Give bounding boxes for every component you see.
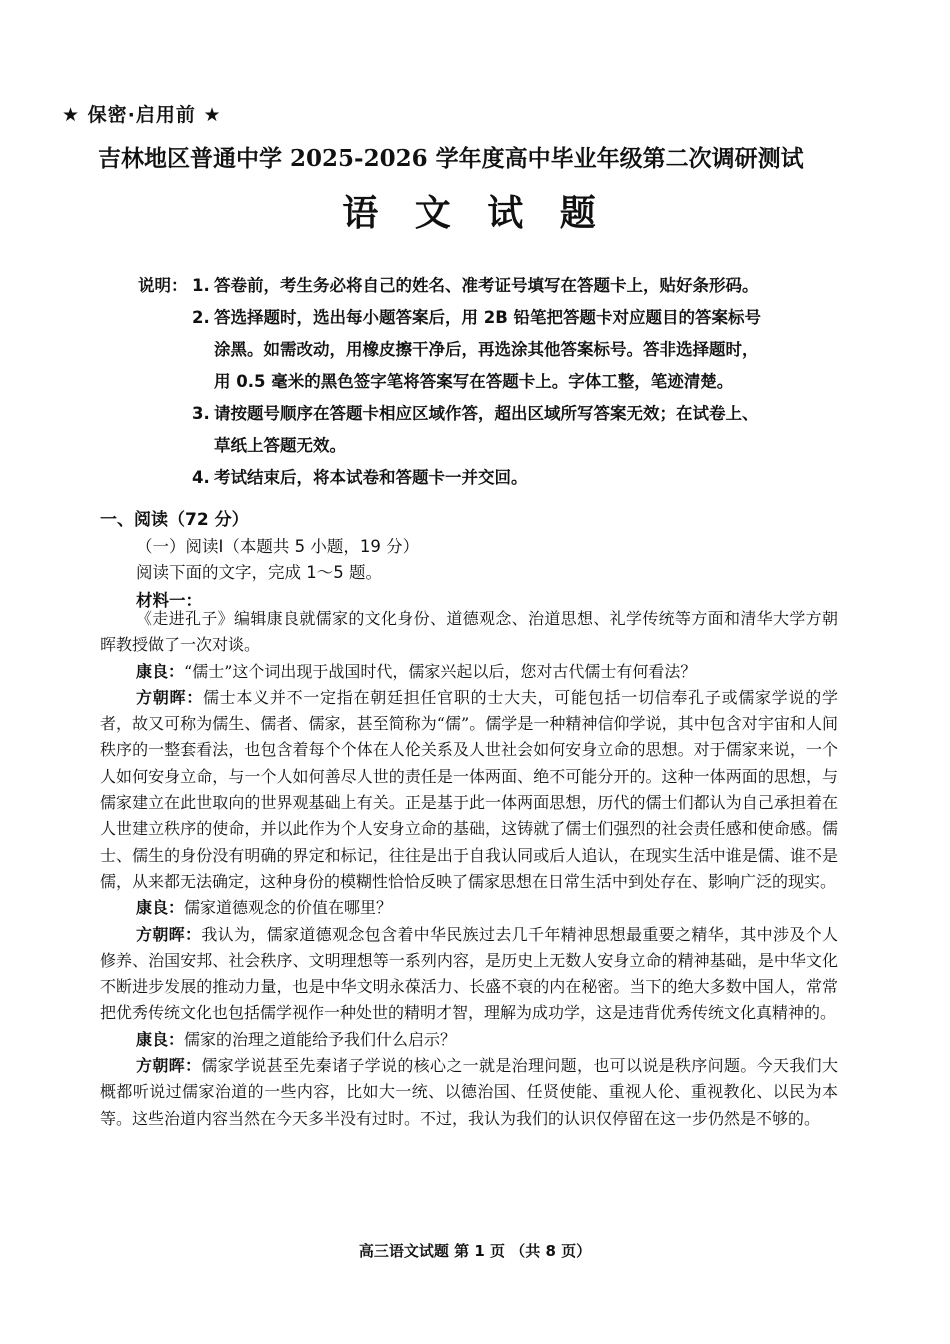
instruction-number: 2. [192,308,210,327]
dialogue-text: 儒家学说甚至先秦诸子学说的核心之一就是治理问题，也可以说是秩序问题。今天我们大概都听说过儒家治道的一些内容，比如大一统、以德治国、任贤使能、重视人伦、重视教化、以民为本等。这些治道内容当然在今天多半没有过时。不过，我认为我们的认识仅停留在这一步仍然是不够的。 [100,1056,838,1128]
instruction-text: 答卷前，考生务必将自己的姓名、准考证号填写在答题卡上，贴好条形码。 [214,276,759,295]
instruction-text-continued [138,366,858,398]
instruction-text: 答选择题时，选出每小题答案后，用 2B 铅笔把答题卡对应题目的答案标号 [214,308,762,327]
dialogue-turn [100,1053,838,1132]
dialogue-text: 我认为，儒家道德观念包含着中华民族过去几千年精神思想最重要之精华，其中涉及个人修养、治国安邦、社会秩序、文明理想等一系列内容，是历史上无数人安身立命的精神基础，是中华文化不断进步发展的推动力量，也是中华文明永葆活力、长盛不衰的内在秘密。当下的绝大多数中国人，常常把优秀传统文化也包括儒学视作一种处世的精明才智，理解为成功学，这是违背优秀传统文化真精神的。 [100,924,838,1023]
material-label: 材料一： [136,591,202,610]
dialogue-turn [100,895,838,921]
instructions-label: 说明： [138,276,188,295]
speaker-name: 方朝晖： [136,924,202,944]
section-title: 一、阅读（72 分） [100,510,249,530]
dialogue-text: “儒士”这个词出现于战国时代，儒家兴起以后，您对古代儒士有何看法？ [184,661,697,681]
instructions-block [138,270,858,494]
instruction-text: 涂黑。如需改动，用橡皮擦干净后，再选涂其他答案标号。答非选择题时， [214,340,759,359]
speaker-name: 康良： [136,898,185,918]
reading-instruction: 阅读下面的文字，完成 1～5 题。 [136,563,382,582]
speaker-name: 方朝晖： [136,687,203,707]
subsection-title: （一）阅读Ⅰ（本题共 5 小题，19 分） [136,537,420,556]
instruction-text: 请按题号顺序在答题卡相应区域作答，超出区域所写答案无效；在试卷上、 [214,404,759,423]
instruction-item-3 [138,398,858,430]
speaker-name: 康良： [136,1029,185,1049]
confidential-mark: ★ 保密·启用前 ★ [62,104,222,126]
reading-passage [100,606,838,1132]
instruction-number: 1. [192,276,210,295]
passage-intro: 《走进孔子》编辑康良就儒家的文化身份、道德观念、治道思想、礼学传统等方面和清华大学方朝晖教授做了一次对谈。 [100,609,838,655]
page-footer: 高三语文试题 第 1 页 （共 8 页） [358,1242,592,1260]
instruction-text: 草纸上答题无效。 [214,436,346,455]
dialogue-turn [100,1027,838,1053]
instruction-item-2 [138,302,858,334]
instruction-text: 考试结束后，将本试卷和答题卡一并交回。 [214,468,528,487]
exam-title: 吉林地区普通中学 2025-2026 学年度高中毕业年级第二次调研测试 [98,145,804,172]
dialogue-text: 儒家的治理之道能给予我们什么启示？ [184,1029,457,1049]
instruction-text-continued [138,430,858,462]
dialogue-text: 儒士本义并不一定指在朝廷担任官职的士大夫，可能包括一切信奉孔子或儒家学说的学者，故又可称为儒生、儒者、儒家，甚至简称为“儒”。儒学是一种精神信仰学说，其中包含对宇宙和人间秩序的一整套看法，也包含着每个个体在人伦关系及人世社会如何安身立命的思想。对于儒家来说，一个人如何安身立命，与一个人如何善尽人世的责任是一体两面、绝不可能分开的。这种一体两面的思想，与儒家建立在此世取向的世界观基础上有关。正是基于此一体两面思想，历代的儒士们都认为自己承担着在人世建立秩序的使命，并以此作为个人安身立命的基础，这铸就了儒士们强烈的社会责任感和使命感。儒士、儒生的身份没有明确的界定和标记，往往是出于自我认同或后人追认，在现实生活中谁是儒、谁不是儒，从来都无法确定，这种身份的模糊性恰恰反映了儒家思想在日常生活中到处存在、影响广泛的现实。 [100,687,838,891]
instruction-text-continued [138,334,858,366]
instruction-item-4 [138,462,858,494]
speaker-name: 方朝晖： [136,1056,202,1076]
instruction-item-1 [138,270,858,302]
dialogue-text: 儒家道德观念的价值在哪里？ [184,898,393,918]
dialogue-turn [100,659,838,685]
speaker-name: 康良： [136,661,185,681]
dialogue-turn [100,685,838,895]
instruction-number: 3. [192,404,210,423]
instruction-number: 4. [192,468,210,487]
instruction-text: 用 0.5 毫米的黑色签字笔将答案写在答题卡上。字体工整，笔迹清楚。 [214,372,734,391]
dialogue-turn [100,922,838,1027]
subject-title: 语 文 试 题 [342,192,608,234]
